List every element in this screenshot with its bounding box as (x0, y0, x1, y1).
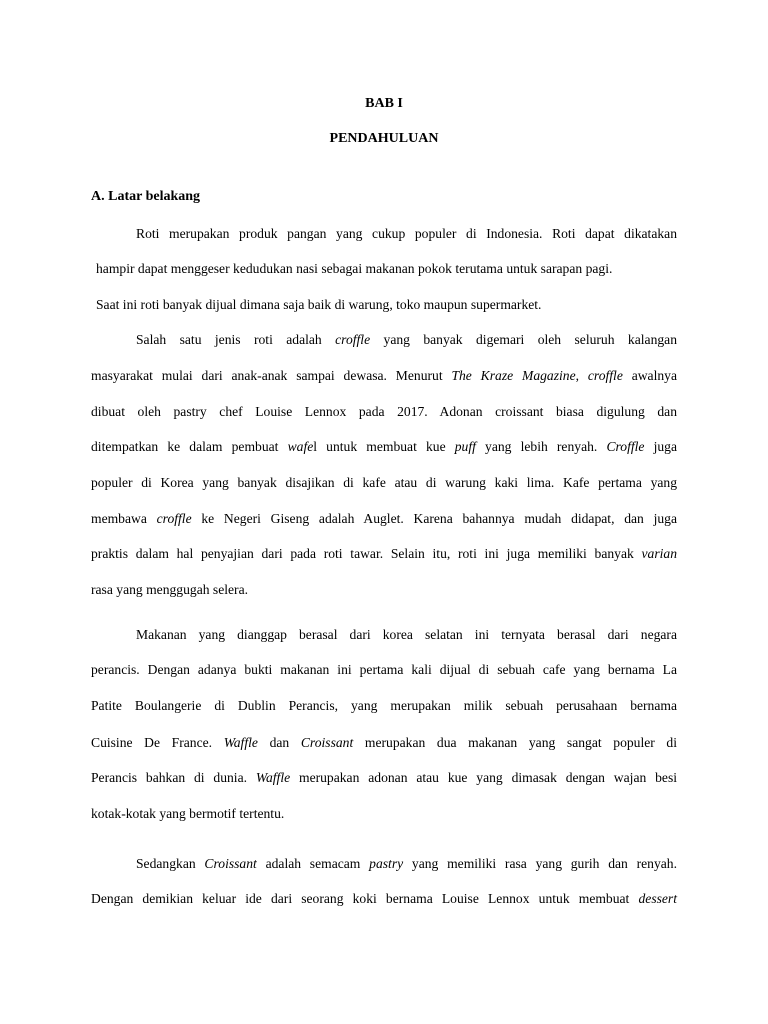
section-heading: A. Latar belakang (91, 189, 201, 204)
italic-term: wafe (287, 439, 314, 454)
paragraph-line: masyarakat mulai dari anak-anak sampai dewasa. Menurut The Kraze Magazine, croffle awalnya (91, 368, 677, 383)
paragraph-line: Makanan yang dianggap berasal dari korea selatan ini ternyata berasal dari negara (136, 627, 677, 642)
italic-term: puff (454, 439, 476, 454)
italic-term: croffle (335, 332, 371, 347)
italic-term: pastry (369, 856, 404, 871)
paragraph-line: hampir dapat menggeser kedudukan nasi sebagai makanan pokok terutama untuk sarapan pagi. (96, 261, 613, 276)
italic-term: Waffle (255, 770, 291, 785)
paragraph-line: kotak-kotak yang bermotif tertentu. (91, 806, 285, 821)
paragraph-line: Salah satu jenis roti adalah croffle yang banyak digemari oleh seluruh kalangan (136, 332, 677, 347)
italic-term: The Kraze Magazine (451, 368, 576, 383)
paragraph-line: populer di Korea yang banyak disajikan di kafe atau di warung kaki lima. Kafe pertama yang (91, 475, 677, 490)
italic-term: Waffle (223, 735, 258, 750)
italic-term: croffle (587, 368, 623, 383)
italic-term: Croissant (300, 735, 354, 750)
paragraph-line: Sedangkan Croissant adalah semacam pastry yang memiliki rasa yang gurih dan renyah. (136, 856, 677, 871)
paragraph-line: ditempatkan ke dalam pembuat wafel untuk membuat kue puff yang lebih renyah. Croffle juga (91, 439, 677, 454)
italic-term: varian (641, 546, 677, 561)
paragraph-line: rasa yang menggugah selera. (91, 582, 249, 597)
paragraph-line: perancis. Dengan adanya bukti makanan ini pertama kali dijual di sebuah cafe yang bernama La (91, 662, 677, 677)
paragraph-line: Patite Boulangerie di Dublin Perancis, yang merupakan milik sebuah perusahaan bernama (91, 698, 677, 713)
chapter-title: PENDAHULUAN (329, 131, 439, 146)
italic-term: croffle (156, 511, 192, 526)
paragraph-line: Perancis bahkan di dunia. Waffle merupakan adonan atau kue yang dimasak dengan wajan besi (91, 770, 678, 785)
paragraph-line: Saat ini roti banyak dijual dimana saja baik di warung, toko maupun supermarket. (96, 297, 542, 312)
paragraph-line: Dengan demikian keluar ide dari seorang koki bernama Louise Lennox untuk membuat dessert (91, 891, 677, 906)
chapter-number: BAB I (365, 96, 403, 111)
italic-term: Croffle (606, 439, 645, 454)
paragraph-line: praktis dalam hal penyajian dari pada roti tawar. Selain itu, roti ini juga memiliki banyak varian (91, 546, 677, 561)
paragraph-line: Cuisine De France. Waffle dan Croissant merupakan dua makanan yang sangat populer di (91, 735, 678, 750)
paragraph-line: Roti merupakan produk pangan yang cukup populer di Indonesia. Roti dapat dikatakan (136, 226, 677, 241)
italic-term: Croissant (204, 856, 257, 871)
italic-term: dessert (638, 891, 677, 906)
paragraph-line: membawa croffle ke Negeri Giseng adalah Auglet. Karena bahannya mudah didapat, dan juga (91, 511, 677, 526)
paragraph-line: dibuat oleh pastry chef Louise Lennox pada 2017. Adonan croissant biasa digulung dan (91, 404, 677, 419)
